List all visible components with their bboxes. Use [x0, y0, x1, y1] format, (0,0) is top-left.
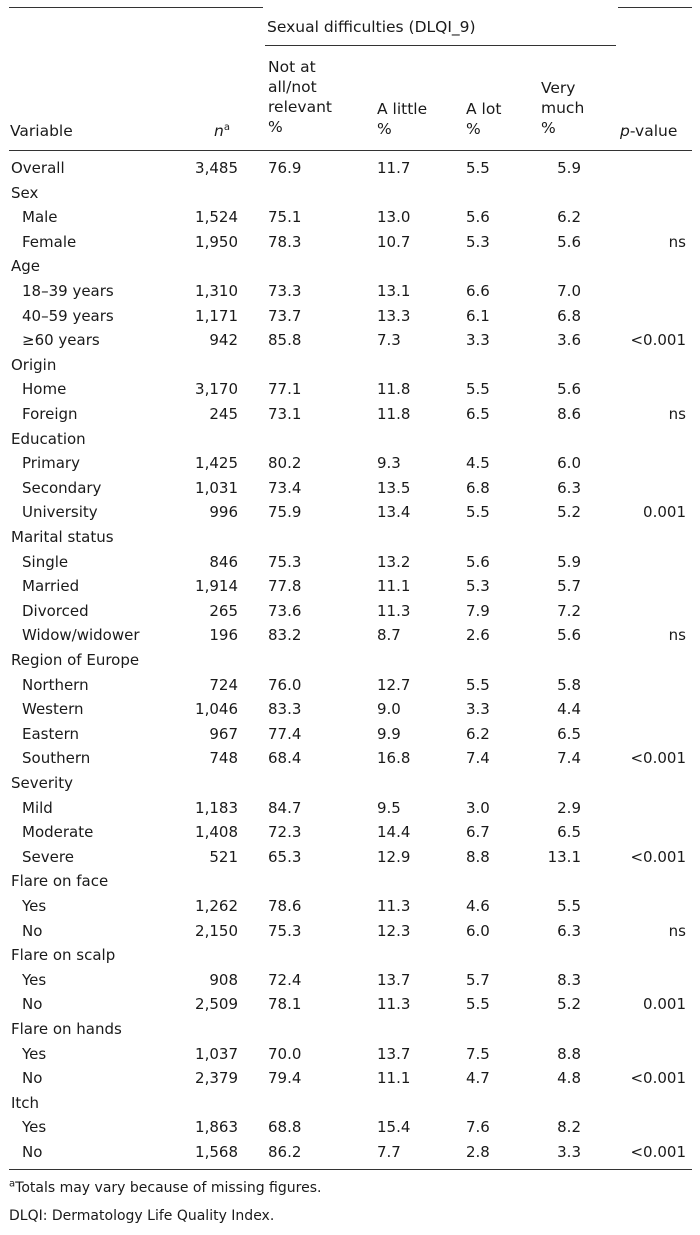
row-label: No	[22, 1069, 43, 1088]
row-p-value: <0.001	[630, 1069, 686, 1088]
table-row	[0, 746, 700, 771]
col-a-little-header: A little %	[377, 100, 428, 138]
row-very-much: 7.4	[557, 749, 581, 768]
row-n: 1,046	[195, 700, 238, 719]
table-row	[0, 648, 700, 673]
row-very-much: 5.5	[557, 897, 581, 915]
table-row	[0, 451, 700, 476]
row-label: Secondary	[22, 478, 102, 497]
row-p-value: 0.001	[643, 503, 686, 522]
table-row	[0, 279, 700, 304]
row-n: 245	[209, 405, 238, 423]
row-a-little: 13.1	[377, 282, 411, 300]
row-label: Widow/widower	[22, 626, 140, 645]
row-a-lot: 6.1	[466, 306, 490, 325]
row-not-at-all: 73.7	[268, 306, 302, 325]
row-n: 1,171	[195, 306, 238, 325]
row-label: 40–59 years	[22, 306, 114, 325]
row-a-lot: 5.3	[466, 232, 490, 251]
row-label: Single	[22, 552, 69, 571]
row-p-value: <0.001	[630, 331, 686, 350]
row-a-lot: 6.6	[466, 282, 490, 300]
row-n: 1,950	[195, 232, 238, 251]
row-very-much: 8.6	[557, 405, 581, 423]
table-row	[0, 353, 700, 378]
row-label: Flare on hands	[11, 1020, 122, 1038]
row-label: Foreign	[22, 405, 78, 423]
row-label: ≥60 years	[22, 331, 100, 350]
row-label: Married	[22, 577, 80, 596]
table-row	[0, 771, 700, 796]
row-not-at-all: 73.3	[268, 282, 302, 300]
row-a-little: 8.7	[377, 626, 401, 645]
row-a-lot: 5.5	[466, 380, 490, 399]
row-a-little: 14.4	[377, 823, 411, 842]
row-a-lot: 5.3	[466, 577, 490, 596]
row-very-much: 6.3	[557, 921, 581, 940]
row-a-little: 13.7	[377, 970, 411, 989]
row-n: 1,183	[195, 798, 238, 817]
row-label: Flare on face	[11, 872, 109, 891]
table-row	[0, 992, 700, 1017]
col-p-value-header: p-value	[620, 122, 678, 140]
row-label: Origin	[11, 355, 57, 374]
row-not-at-all: 65.3	[268, 847, 302, 866]
row-n: 1,568	[195, 1143, 238, 1161]
table-row	[0, 820, 700, 845]
row-label: Region of Europe	[11, 651, 140, 669]
footnote-a: $^a$Totals may vary because of missing figures.	[9, 1178, 322, 1196]
row-p-value: ns	[668, 405, 686, 423]
row-a-little: 9.0	[377, 700, 401, 719]
row-label: Southern	[22, 749, 91, 768]
row-not-at-all: 75.1	[268, 208, 302, 227]
table-row	[0, 304, 700, 329]
footnote-dlqi: DLQI: Dermatology Life Quality Index.	[9, 1208, 275, 1224]
row-very-much: 3.3	[557, 1143, 581, 1161]
row-not-at-all: 77.1	[268, 380, 302, 399]
row-n: 1,408	[195, 823, 238, 842]
row-a-little: 9.5	[377, 798, 401, 817]
row-n: 196	[209, 626, 238, 645]
row-not-at-all: 84.7	[268, 798, 302, 817]
row-label: Severity	[11, 774, 73, 792]
row-p-value: <0.001	[630, 1143, 686, 1161]
row-n: 748	[209, 749, 238, 768]
table-row	[0, 968, 700, 993]
row-label: Age	[11, 257, 41, 276]
row-n: 1,914	[195, 577, 238, 596]
header-rule	[9, 150, 692, 151]
row-a-little: 12.9	[377, 847, 411, 866]
row-a-lot: 5.7	[466, 970, 490, 989]
row-a-lot: 3.3	[466, 700, 490, 719]
row-n: 1,031	[195, 478, 238, 497]
row-not-at-all: 83.2	[268, 626, 302, 645]
row-label: University	[22, 503, 98, 522]
row-a-lot: 6.7	[466, 823, 490, 842]
row-n: 846	[209, 552, 238, 571]
row-very-much: 6.8	[557, 306, 581, 325]
row-a-lot: 8.8	[466, 847, 490, 866]
row-a-little: 11.3	[377, 601, 411, 620]
row-label: Western	[22, 700, 84, 719]
table-row	[0, 476, 700, 501]
top-rule-right	[618, 7, 692, 8]
table-row	[0, 156, 700, 181]
row-a-lot: 4.7	[466, 1069, 490, 1088]
row-a-lot: 5.6	[466, 552, 490, 571]
row-n: 3,170	[195, 380, 238, 399]
row-not-at-all: 75.3	[268, 921, 302, 940]
table-row	[0, 254, 700, 279]
table-row	[0, 427, 700, 452]
col-n-header	[214, 121, 230, 141]
row-label: No	[22, 995, 43, 1014]
row-very-much: 8.2	[557, 1118, 581, 1137]
row-very-much: 4.4	[557, 700, 581, 719]
row-a-lot: 4.5	[466, 454, 490, 473]
row-label: No	[22, 921, 43, 940]
row-label: Overall	[11, 159, 65, 177]
row-a-little: 13.2	[377, 552, 411, 571]
table-row	[0, 328, 700, 353]
row-not-at-all: 68.8	[268, 1118, 302, 1137]
row-very-much: 6.0	[557, 454, 581, 473]
row-n: 942	[209, 331, 238, 350]
row-very-much: 3.6	[557, 331, 581, 350]
table-row	[0, 1066, 700, 1091]
row-very-much: 5.9	[557, 159, 581, 177]
row-not-at-all: 73.6	[268, 601, 302, 620]
table-row	[0, 1115, 700, 1140]
row-not-at-all: 77.4	[268, 724, 302, 743]
table-row	[0, 623, 700, 648]
row-not-at-all: 75.9	[268, 503, 302, 522]
row-not-at-all: 73.1	[268, 405, 302, 423]
row-a-lot: 5.5	[466, 503, 490, 522]
row-label: No	[22, 1143, 43, 1161]
row-not-at-all: 78.6	[268, 897, 302, 915]
row-very-much: 8.8	[557, 1044, 581, 1063]
row-a-lot: 2.8	[466, 1143, 490, 1161]
row-n: 3,485	[195, 159, 238, 177]
col-very-much-header: Very much %	[541, 79, 585, 137]
row-a-lot: 3.0	[466, 798, 490, 817]
row-very-much: 5.6	[557, 380, 581, 399]
row-label: Flare on scalp	[11, 946, 116, 965]
row-very-much: 2.9	[557, 798, 581, 817]
row-very-much: 13.1	[547, 847, 581, 866]
row-label: Sex	[11, 183, 39, 202]
group-header: Sexual difficulties (DLQI_9)	[267, 18, 476, 36]
table-row	[0, 1042, 700, 1067]
table-row	[0, 943, 700, 968]
row-p-value: ns	[668, 232, 686, 251]
row-not-at-all: 78.3	[268, 232, 302, 251]
row-not-at-all: 72.3	[268, 823, 302, 842]
row-a-lot: 5.6	[466, 208, 490, 227]
row-very-much: 6.3	[557, 478, 581, 497]
row-a-little: 11.1	[377, 577, 411, 596]
table-row	[0, 1140, 700, 1165]
row-not-at-all: 75.3	[268, 552, 302, 571]
row-label: Yes	[22, 897, 47, 915]
row-not-at-all: 83.3	[268, 700, 302, 719]
row-n: 2,509	[195, 995, 238, 1014]
table-row	[0, 1091, 700, 1116]
row-a-lot: 6.0	[466, 921, 490, 940]
row-label: Itch	[11, 1093, 40, 1112]
row-a-little: 11.7	[377, 159, 411, 177]
row-label: Yes	[22, 1044, 47, 1063]
row-not-at-all: 76.0	[268, 675, 302, 694]
row-a-lot: 7.9	[466, 601, 490, 620]
table-row	[0, 919, 700, 944]
row-a-little: 13.4	[377, 503, 411, 522]
row-a-little: 11.1	[377, 1069, 411, 1088]
row-a-lot: 5.5	[466, 675, 490, 694]
row-not-at-all: 86.2	[268, 1143, 302, 1161]
table-row	[0, 402, 700, 427]
row-a-lot: 5.5	[466, 159, 490, 177]
row-n: 724	[209, 675, 238, 694]
row-label: Mild	[22, 798, 53, 817]
row-a-little: 11.3	[377, 995, 411, 1014]
row-p-value: ns	[668, 626, 686, 645]
row-a-little: 12.3	[377, 921, 411, 940]
row-label: Marital status	[11, 528, 114, 546]
table-row	[0, 377, 700, 402]
row-very-much: 7.2	[557, 601, 581, 620]
table-row	[0, 599, 700, 624]
row-n: 1,524	[195, 208, 238, 227]
row-not-at-all: 77.8	[268, 577, 302, 596]
row-very-much: 5.6	[557, 626, 581, 645]
table-row	[0, 550, 700, 575]
row-a-little: 11.8	[377, 380, 411, 399]
col-variable-header: Variable	[10, 122, 73, 140]
row-not-at-all: 68.4	[268, 749, 302, 768]
table-row	[0, 500, 700, 525]
row-n: 2,379	[195, 1069, 238, 1088]
row-very-much: 6.2	[557, 208, 581, 227]
row-n: 1,262	[195, 897, 238, 915]
row-very-much: 5.7	[557, 577, 581, 596]
table-row	[0, 230, 700, 255]
table-row	[0, 697, 700, 722]
row-a-lot: 6.8	[466, 478, 490, 497]
row-n: 1,037	[195, 1044, 238, 1063]
row-not-at-all: 80.2	[268, 454, 302, 473]
row-n: 996	[209, 503, 238, 522]
row-n: 265	[209, 601, 238, 620]
row-label: Divorced	[22, 601, 89, 620]
row-a-little: 9.9	[377, 724, 401, 743]
col-n-sup: a	[223, 121, 230, 133]
row-label: 18–39 years	[22, 282, 114, 300]
row-label: Primary	[22, 454, 80, 473]
row-label: Moderate	[22, 823, 94, 842]
row-not-at-all: 70.0	[268, 1044, 302, 1063]
row-a-lot: 6.2	[466, 724, 490, 743]
table-row	[0, 869, 700, 894]
row-very-much: 4.8	[557, 1069, 581, 1088]
row-label: Northern	[22, 675, 89, 694]
row-a-little: 10.7	[377, 232, 411, 251]
row-a-little: 9.3	[377, 454, 401, 473]
row-a-little: 7.3	[377, 331, 401, 350]
row-a-little: 7.7	[377, 1143, 401, 1161]
row-n: 908	[209, 970, 238, 989]
table-row	[0, 722, 700, 747]
row-very-much: 8.3	[557, 970, 581, 989]
row-a-lot: 3.3	[466, 331, 490, 350]
row-a-little: 15.4	[377, 1118, 411, 1137]
row-not-at-all: 76.9	[268, 159, 302, 177]
row-n: 1,310	[195, 282, 238, 300]
row-n: 1,863	[195, 1118, 238, 1137]
table-row	[0, 574, 700, 599]
row-very-much: 5.2	[557, 503, 581, 522]
row-a-little: 13.3	[377, 306, 411, 325]
table-row	[0, 181, 700, 206]
row-a-lot: 7.5	[466, 1044, 490, 1063]
table-row	[0, 1017, 700, 1042]
group-header-rule	[265, 45, 616, 46]
table-row	[0, 673, 700, 698]
row-very-much: 5.9	[557, 552, 581, 571]
row-n: 2,150	[195, 921, 238, 940]
row-a-lot: 6.5	[466, 405, 490, 423]
table-row	[0, 525, 700, 550]
row-label: Education	[11, 429, 86, 448]
row-label: Yes	[22, 970, 47, 989]
row-n: 521	[209, 847, 238, 866]
row-very-much: 5.2	[557, 995, 581, 1014]
row-label: Male	[22, 208, 58, 227]
row-n: 967	[209, 724, 238, 743]
table-row	[0, 796, 700, 821]
row-p-value: 0.001	[643, 995, 686, 1014]
row-very-much: 5.6	[557, 232, 581, 251]
row-not-at-all: 73.4	[268, 478, 302, 497]
row-very-much: 5.8	[557, 675, 581, 694]
row-not-at-all: 72.4	[268, 970, 302, 989]
top-rule-left	[9, 7, 263, 8]
row-p-value: <0.001	[630, 847, 686, 866]
row-very-much: 6.5	[557, 823, 581, 842]
row-a-little: 12.7	[377, 675, 411, 694]
row-a-little: 13.0	[377, 208, 411, 227]
row-a-lot: 5.5	[466, 995, 490, 1014]
row-p-value: ns	[668, 921, 686, 940]
row-n: 1,425	[195, 454, 238, 473]
row-very-much: 7.0	[557, 282, 581, 300]
col-not-at-all-header: Not at all/not relevant %	[268, 58, 332, 136]
row-label: Eastern	[22, 724, 80, 743]
row-a-little: 16.8	[377, 749, 411, 768]
row-very-much: 6.5	[557, 724, 581, 743]
row-label: Yes	[22, 1118, 47, 1137]
row-a-little: 11.8	[377, 405, 411, 423]
row-label: Severe	[22, 847, 74, 866]
row-a-little: 13.7	[377, 1044, 411, 1063]
row-not-at-all: 78.1	[268, 995, 302, 1014]
col-n-label: n	[214, 122, 224, 140]
row-label: Home	[22, 380, 67, 399]
table-row	[0, 845, 700, 870]
row-a-little: 13.5	[377, 478, 411, 497]
row-a-lot: 7.4	[466, 749, 490, 768]
row-label: Female	[22, 232, 77, 251]
row-a-little: 11.3	[377, 897, 411, 915]
row-p-value: <0.001	[630, 749, 686, 768]
row-a-lot: 7.6	[466, 1118, 490, 1137]
row-not-at-all: 79.4	[268, 1069, 302, 1088]
table-row	[0, 205, 700, 230]
col-a-lot-header: A lot %	[466, 100, 502, 138]
row-a-lot: 2.6	[466, 626, 490, 645]
row-a-lot: 4.6	[466, 897, 490, 915]
row-not-at-all: 85.8	[268, 331, 302, 350]
table-row	[0, 894, 700, 919]
bottom-rule	[9, 1169, 692, 1170]
